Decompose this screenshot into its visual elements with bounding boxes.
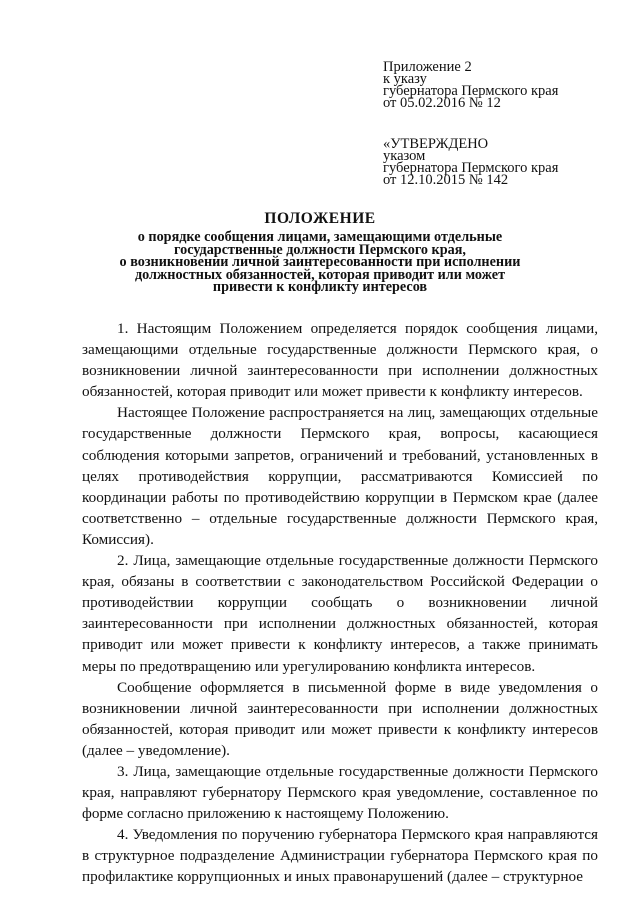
appendix-line: от 05.02.2016 № 12	[383, 95, 501, 111]
approval-reference	[383, 138, 558, 186]
subtitle-line: должностных обязанностей, которая приводит или может	[134, 266, 506, 283]
paragraph-1: 1. Настоящим Положением определяется порядок сообщения лицами, замещающими отдельные государственные должности Пермского края, о возникновении личной заинтересованности при исполнении должностных обязанностей, которая приводит или может привести к конфликту интересов.	[82, 320, 598, 401]
document-subtitle	[90, 231, 550, 294]
subtitle-line: привести к конфликту интересов	[212, 279, 428, 296]
approval-line: губернатора Пермского края	[383, 160, 559, 176]
appendix-reference	[383, 61, 558, 109]
subtitle-line: государственные должности Пермского края,	[174, 241, 466, 258]
subtitle-line: о возникновении личной заинтересованности при исполнении	[119, 254, 521, 271]
appendix-line: Приложение 2	[383, 59, 472, 75]
paragraph-3: 3. Лица, замещающие отдельные государственные должности Пермского края, направляют губернатору Пермского края уведомление, составленное по форме согласно приложению к настоящему Положению.	[82, 762, 598, 823]
approval-line: от 12.10.2015 № 142	[383, 172, 509, 188]
appendix-line: губернатора Пермского края	[383, 83, 559, 99]
approval-line: «УТВЕРЖДЕНО	[383, 136, 489, 152]
approval-line: указом	[383, 148, 426, 164]
paragraph-scope: Настоящее Положение распространяется на лиц, замещающих отдельные государственные должности Пермского края, вопросы, касающиеся соблюдения которыми запретов, ограничений и требований, установленных в целях противодействия коррупции, рассматриваются Комиссией по координации работы по противодействию коррупции в Пермском крае (далее соответственно – отдельные государственные должности Пермского края, Комиссия).	[82, 404, 598, 548]
document-title: ПОЛОЖЕНИЕ	[264, 210, 376, 227]
appendix-line: к указу	[383, 71, 427, 87]
document-body	[82, 318, 598, 888]
subtitle-line: о порядке сообщения лицами, замещающими отдельные	[137, 229, 503, 245]
paragraph-notice-form: Сообщение оформляется в письменной форме в виде уведомления о возникновении личной заинтересованности при исполнении должностных обязанностей, которая приводит или может привести к конфликту интересов (далее – уведомление).	[82, 678, 598, 759]
paragraph-4: 4. Уведомления по поручению губернатора Пермского края направляются в структурное подразделение Администрации губернатора Пермского края по профилактике коррупционных и иных правонарушений (далее – структурное	[82, 826, 598, 886]
paragraph-2: 2. Лица, замещающие отдельные государственные должности Пермского края, обязаны в соответствии с законодательством Российской Федерации о противодействии коррупции сообщать о возникновении личной заинтересованности при исполнении должностных обязанностей, которая приводит или может привести к конфликту интересов, а также принимать меры по предотвращению или урегулированию конфликта интересов.	[82, 552, 598, 675]
